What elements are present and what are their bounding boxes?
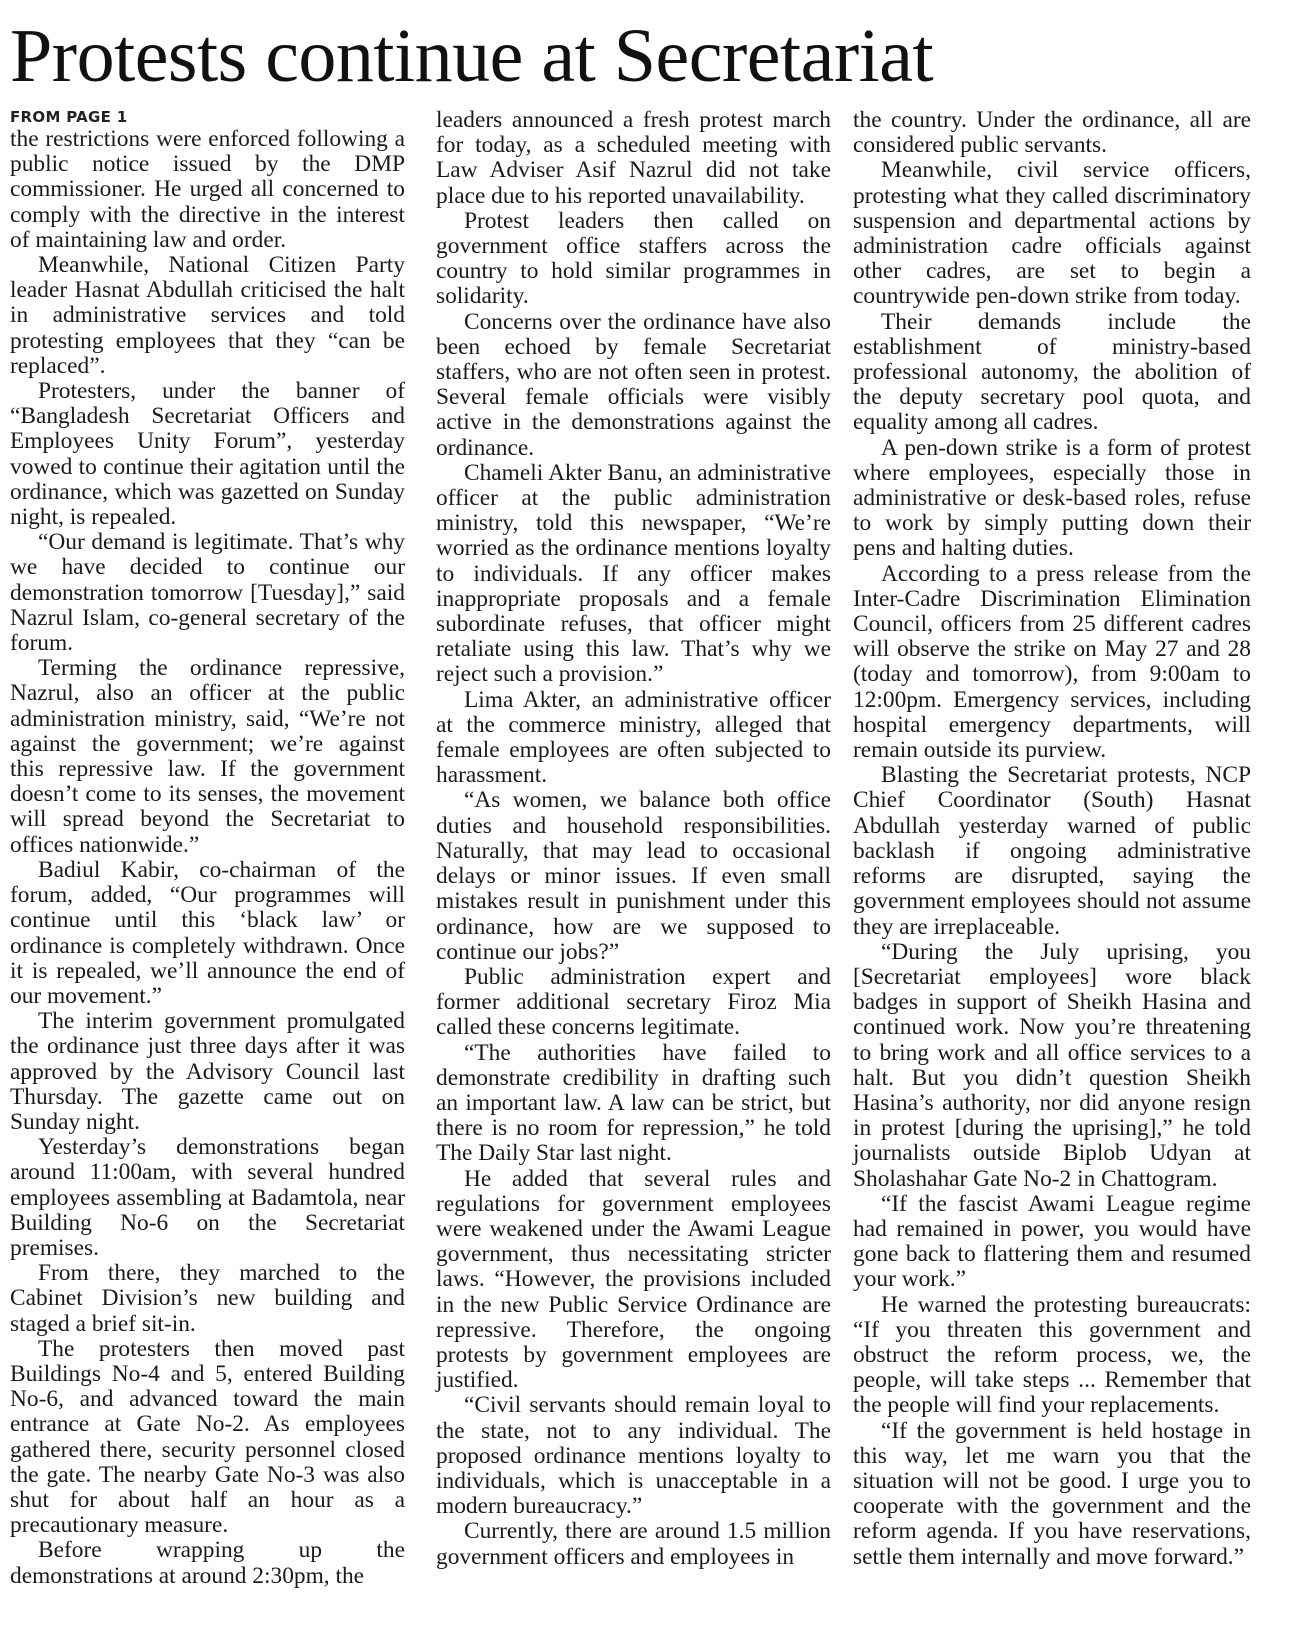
paragraph: Public administration expert and former additional secretary Firoz Mia called these concerns legitimate. (436, 963, 831, 1041)
paragraph: “If the government is held hostage in this way, let me warn you that the situation will not be good. I urge you to cooperate with the government and the reform agenda. If you have reservations, settle them internally and move forward.” (853, 1417, 1251, 1570)
paragraph: Terming the ordinance repressive, Nazrul, also an officer at the public administration ministry, said, “We’re not against the government; we’re against this repressive law. If the government doesn’t come to its senses, the movement will spread beyond the Secretariat to offices nationwide.” (10, 655, 405, 858)
paragraph: The interim government promulgated the ordinance just three days after it was approved by the Advisory Council last Thursday. The gazette came out on Sunday night. (10, 1008, 405, 1135)
paragraph: A pen-down strike is a form of protest where employees, especially those in administrative or desk-based roles, refuse to work by simply putting down their pens and halting duties. (853, 434, 1251, 562)
paragraph: “Civil servants should remain loyal to the state, not to any individual. The proposed ordinance mentions loyalty to individuals, which is unacceptable in a modern bureaucracy.” (436, 1392, 831, 1520)
paragraph: Concerns over the ordinance have also been echoed by female Secretariat staffers, who are not often seen in protest. Several female officials were visibly active in the demonstrations against the ordinance. (436, 308, 831, 461)
continued-from-label: FROM PAGE 1 (10, 108, 128, 126)
paragraph: Their demands include the establishment of ministry-based professional autonomy, the abolition of the deputy secretary pool quota, and equality among all cadres. (853, 308, 1251, 436)
paragraph: Before wrapping up the demonstrations at around 2:30pm, the (10, 1537, 405, 1589)
article-column-3 (853, 108, 1251, 1570)
paragraph: Meanwhile, National Citizen Party leader Hasnat Abdullah criticised the halt in administrative services and told protesting employees that they “can be replaced”. (10, 252, 405, 379)
paragraph: Chameli Akter Banu, an administrative officer at the public administration ministry, told this newspaper, “We’re worried as the ordinance mentions loyalty to individuals. If any officer makes inappropriate proposals and a female subordinate refuses, that officer might retaliate using this law. That’s why we reject such a provision.” (436, 459, 831, 688)
paragraph: He added that several rules and regulations for government employees were weakened under the Awami League government, thus necessitating stricter laws. “However, the provisions included in the new Public Service Ordinance are repressive. Therefore, the ongoing protests by government employees are justified. (436, 1165, 831, 1394)
paragraph: Lima Akter, an administrative officer at the commerce ministry, alleged that female employees are often subjected to harassment. (436, 686, 831, 789)
paragraph: leaders announced a fresh protest march for today, as a scheduled meeting with Law Adviser Asif Nazrul did not take place due to his reported unavailability. (436, 107, 831, 209)
paragraph: He warned the protesting bureaucrats: “If you threaten this government and obstruct the reform process, we, the people, will take steps ... Remember that the people will find your replacements. (853, 1291, 1251, 1419)
paragraph: the restrictions were enforced following a public notice issued by the DMP commissioner. He urged all concerned to comply with the directive in the interest of maintaining law and order. (10, 126, 405, 253)
paragraph: Badiul Kabir, co-chairman of the forum, added, “Our programmes will continue until this ‘black law’ or ordinance is completely withdrawn. Once it is repealed, we’ll announce the end of our movement.” (10, 856, 405, 1009)
headline: Protests continue at Secretariat (10, 14, 934, 98)
paragraph: Blasting the Secretariat protests, NCP Chief Coordinator (South) Hasnat Abdullah yesterday warned of public backlash if ongoing administrative reforms are disrupted, saying the government employees should not assume they are irreplaceable. (853, 762, 1251, 940)
paragraph: “Our demand is legitimate. That’s why we have decided to continue our demonstration tomorrow [Tuesday],” said Nazrul Islam, co-general secretary of the forum. (10, 529, 405, 657)
paragraph: Meanwhile, civil service officers, protesting what they called discriminatory suspension and departmental actions by administration cadre officials against other cadres, are set to begin a countrywide pen-down strike from today. (853, 157, 1251, 310)
paragraph: “As women, we balance both office duties and household responsibilities. Naturally, that may lead to occasional delays or minor issues. If even small mistakes result in punishment under this ordinance, how are we supposed to continue our jobs?” (436, 787, 831, 965)
article-column-2 (436, 108, 831, 1570)
paragraph: Protest leaders then called on government office staffers across the country to hold similar programmes in solidarity. (436, 207, 831, 310)
paragraph: Yesterday’s demonstrations began around 11:00am, with several hundred employees assembling at Badamtola, near Building No-6 on the Secretariat premises. (10, 1134, 405, 1261)
paragraph: Protesters, under the banner of “Bangladesh Secretariat Officers and Employees Unity Forum”, yesterday vowed to continue their agitation until the ordinance, which was gazetted on Sunday night, is repealed. (10, 378, 405, 531)
paragraph: From there, they marched to the Cabinet Division’s new building and staged a brief sit-in. (10, 1260, 405, 1337)
paragraph: “If the fascist Awami League regime had remained in power, you would have gone back to flattering them and resumed your work.” (853, 1190, 1251, 1293)
paragraph: The protesters then moved past Buildings No-4 and 5, entered Building No-6, and advanced toward the main entrance at Gate No-2. As employees gathered there, security personnel closed the gate. The nearby Gate No-3 was also shut for about half an hour as a precautionary measure. (10, 1335, 405, 1539)
paragraph: “The authorities have failed to demonstrate credibility in drafting such an important law. A law can be strict, but there is no room for repression,” he told The Daily Star last night. (436, 1039, 831, 1167)
paragraph: “During the July uprising, you [Secretariat employees] wore black badges in support of Sheikh Hasina and continued work. Now you’re threatening to bring work and all office services to a halt. But you didn’t question Sheikh Hasina’s authority, nor did anyone resign in protest [during the uprising],” he told journalists outside Biplob Udyan at Sholashahar Gate No-2 in Chattogram. (853, 938, 1251, 1192)
article-column-1 (10, 108, 405, 1589)
paragraph: Currently, there are around 1.5 million government officers and employees in (436, 1518, 831, 1570)
paragraph: According to a press release from the Inter-Cadre Discrimination Elimination Council, officers from 25 different cadres will observe the strike on May 27 and 28 (today and tomorrow), from 9:00am to 12:00pm. Emergency services, including hospital emergency departments, will remain outside its purview. (853, 560, 1251, 764)
paragraph: the country. Under the ordinance, all are considered public servants. (853, 107, 1251, 159)
